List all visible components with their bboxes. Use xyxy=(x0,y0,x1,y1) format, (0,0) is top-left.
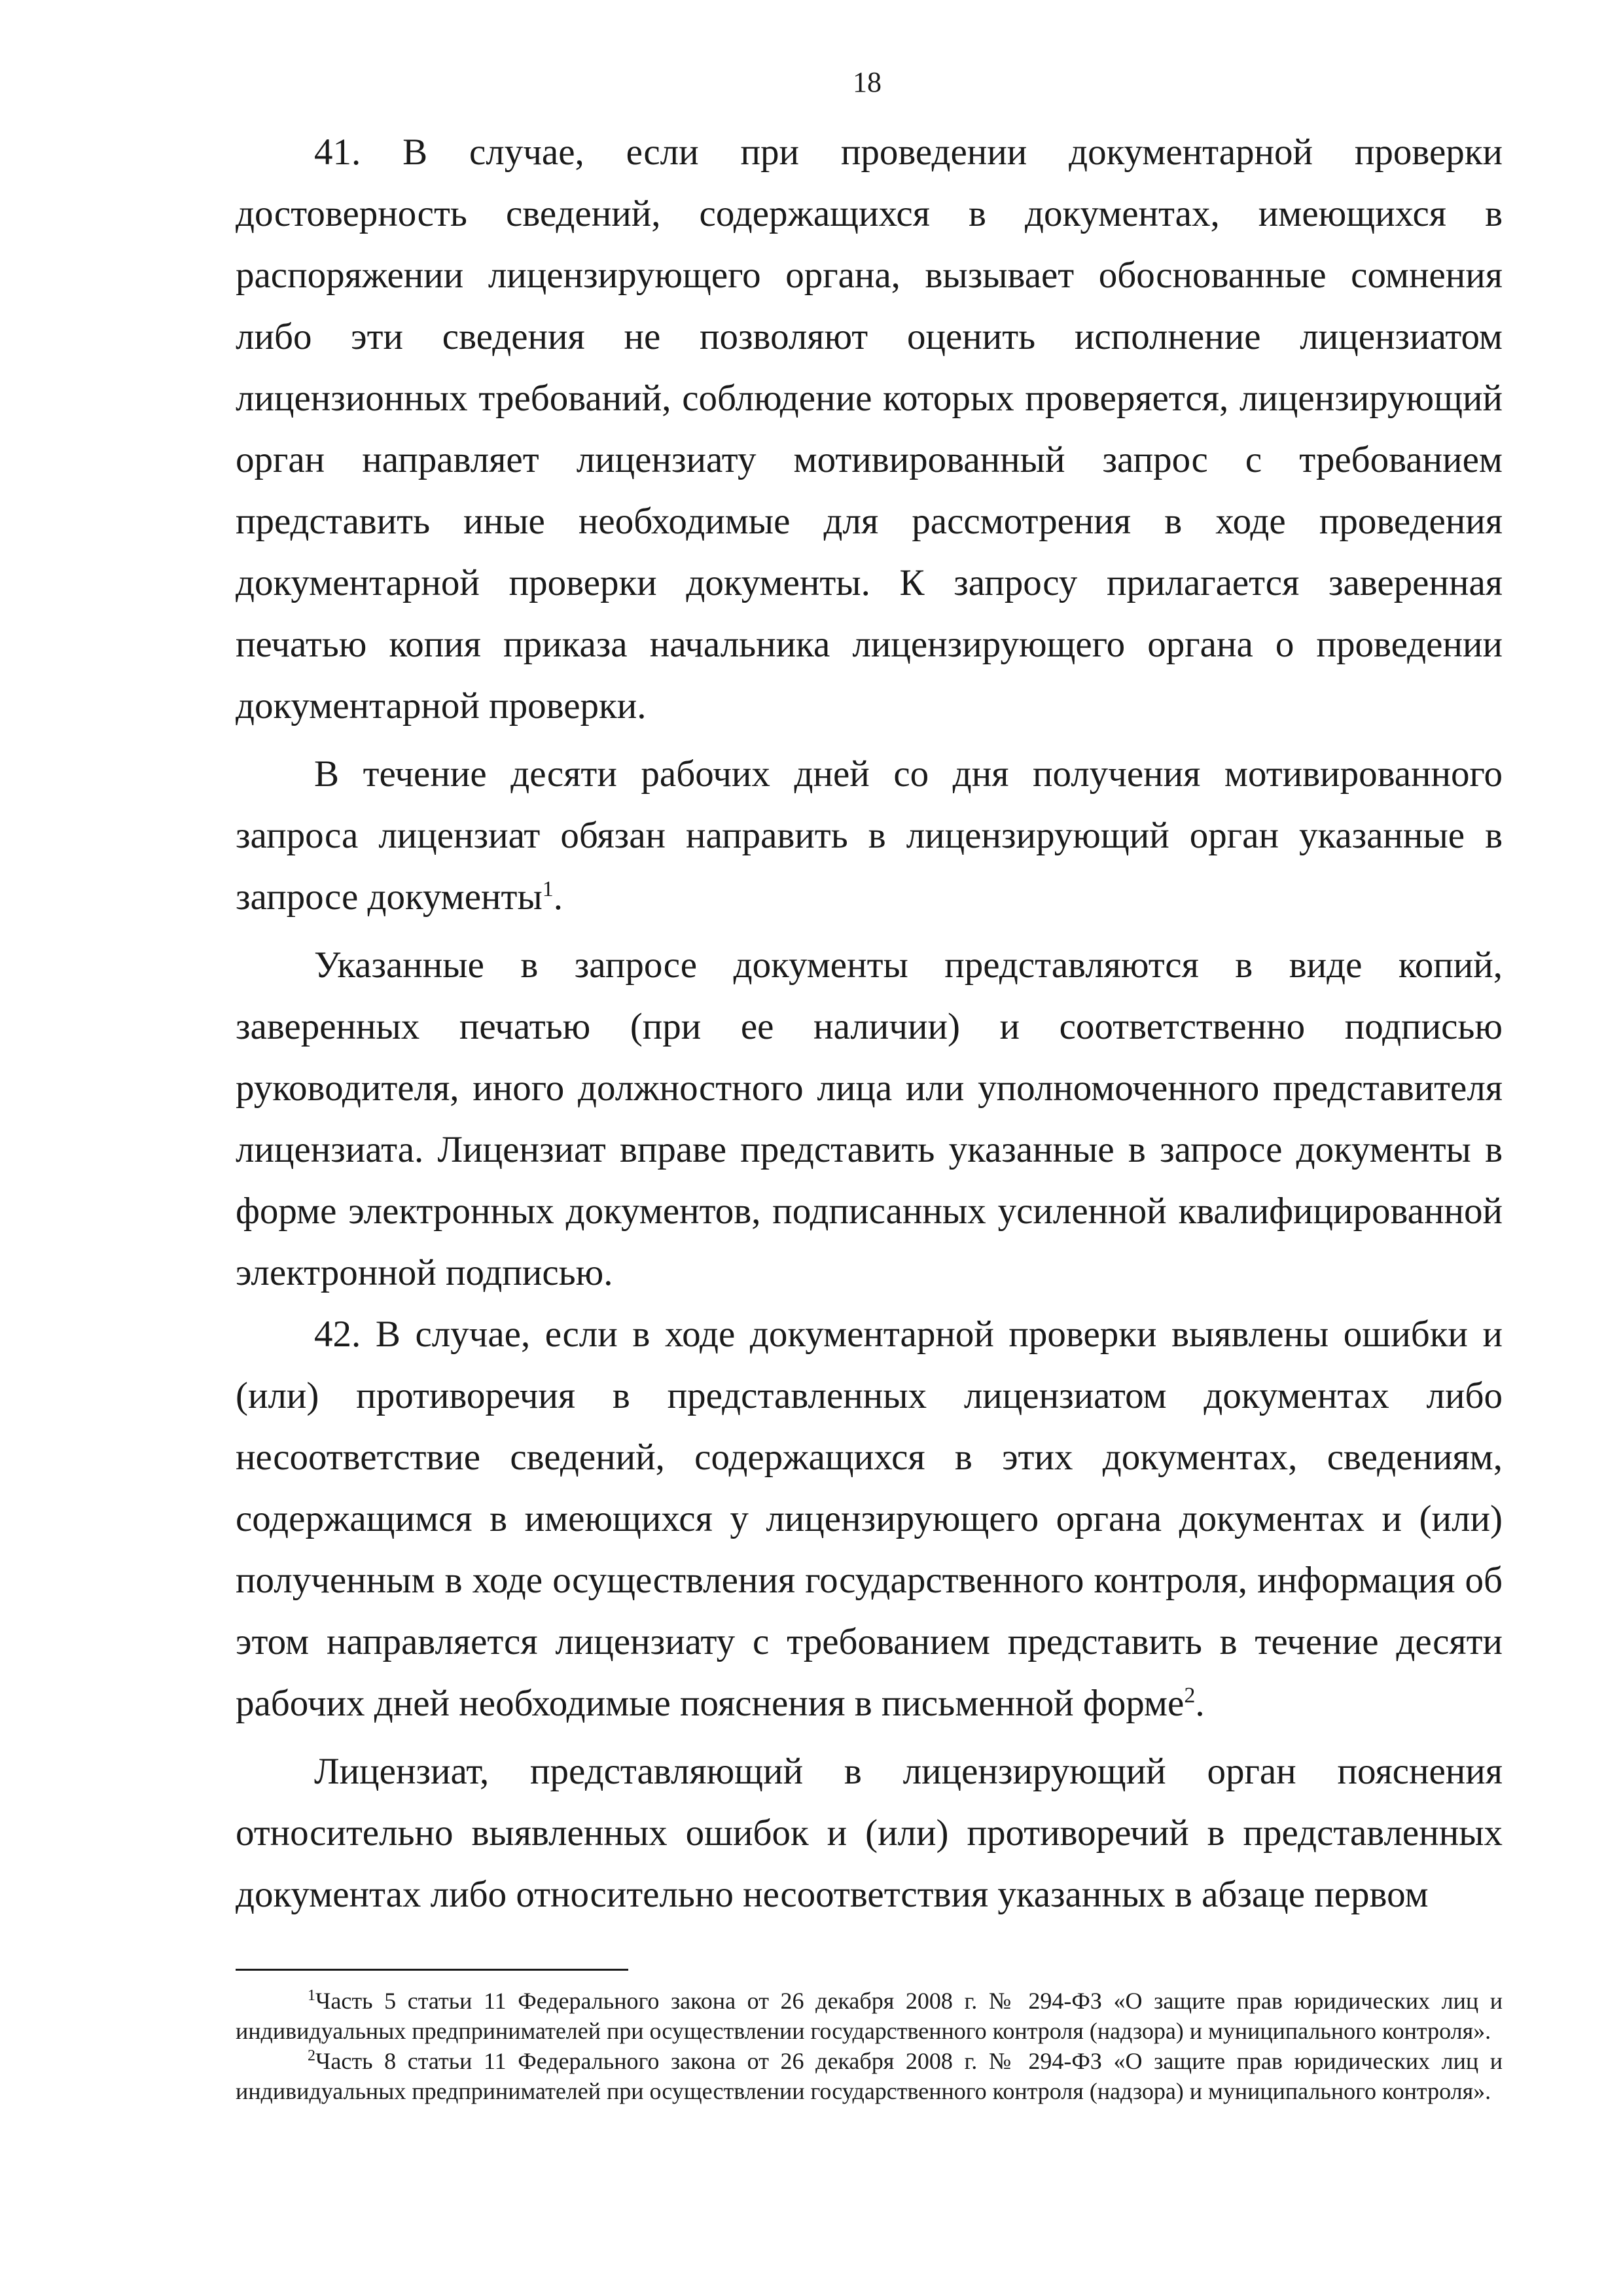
footnote-text: Часть 5 статьи 11 Федерального закона от 26 декабря 2008 г. № 294-ФЗ «О защите прав юридических лиц и индивидуальных предпринимателей при осуществлении государственного контроля (надзора) и муниципального контроля». xyxy=(236,1988,1503,2044)
footnote-ref-2: 2 xyxy=(1184,1683,1196,1708)
footnote-2 xyxy=(236,2046,1503,2106)
paragraph-text: 41. В случае, если при проведении документарной проверки достоверность сведений, содержащихся в документах, имеющихся в распоряжении лицензирующего органа, вызывает обоснованные сомнения либо эти сведения не позволяют оценить исполнение лицензиатом лицензионных требований, соблюдение которых проверяется, лицензирующий орган направляет лицензиату мотивированный запрос с требованием представить иные необходимые для рассмотрения в ходе проведения документарной проверки документы. К запросу прилагается заверенная печатью копия приказа начальника лицензирующего органа о проведении документарной проверки. xyxy=(236,132,1503,726)
paragraph-licensee-explanations xyxy=(236,1741,1503,1926)
paragraph-document-copies xyxy=(236,935,1503,1304)
paragraph-text: Лицензиат, представляющий в лицензирующий орган пояснения относительно выявленных ошибок и (или) противоречий в представленных документах либо относительно несоответствия указанных в абзаце первом xyxy=(236,1751,1503,1915)
footnote-1 xyxy=(236,1986,1503,2046)
paragraph-response-deadline xyxy=(236,744,1503,928)
footnote-mark: 2 xyxy=(308,2047,315,2064)
footnote-text: Часть 8 статьи 11 Федерального закона от 26 декабря 2008 г. № 294-ФЗ «О защите прав юридических лиц и индивидуальных предпринимателей при осуществлении государственного контроля (надзора) и муниципального контроля». xyxy=(236,2048,1503,2104)
body-text xyxy=(236,122,1503,1926)
footnote-separator xyxy=(236,1969,628,1971)
footnote-mark: 1 xyxy=(308,1987,315,2004)
page-number: 18 xyxy=(853,66,882,98)
footnotes xyxy=(236,1986,1503,2106)
paragraph-41 xyxy=(236,122,1503,737)
paragraph-end: . xyxy=(1195,1683,1205,1724)
paragraph-end: . xyxy=(553,876,563,918)
paragraph-42 xyxy=(236,1304,1503,1734)
paragraph-text: 42. В случае, если в ходе документарной проверки выявлены ошибки и (или) противоречия в представленных лицензиатом документах либо несоответствие сведений, содержащихся в этих документах, сведениям, содержащимся в имеющихся у лицензирующего органа документах и (или) полученным в ходе осуществления государственного контроля, информация об этом направляется лицензиату с требованием представить в течение десяти рабочих дней необходимые пояснения в письменной форме xyxy=(236,1314,1503,1724)
paragraph-text: В течение десяти рабочих дней со дня получения мотивированного запроса лицензиат обязан направить в лицензирующий орган указанные в запросе документы xyxy=(236,753,1503,918)
footnote-ref-1: 1 xyxy=(542,877,554,901)
paragraph-text: Указанные в запросе документы представляются в виде копий, заверенных печатью (при ее наличии) и соответственно подписью руководителя, иного должностного лица или уполномоченного представителя лицензиата. Лицензиат вправе представить указанные в запросе документы в форме электронных документов, подписанных усиленной квалифицированной электронной подписью. xyxy=(236,944,1503,1293)
